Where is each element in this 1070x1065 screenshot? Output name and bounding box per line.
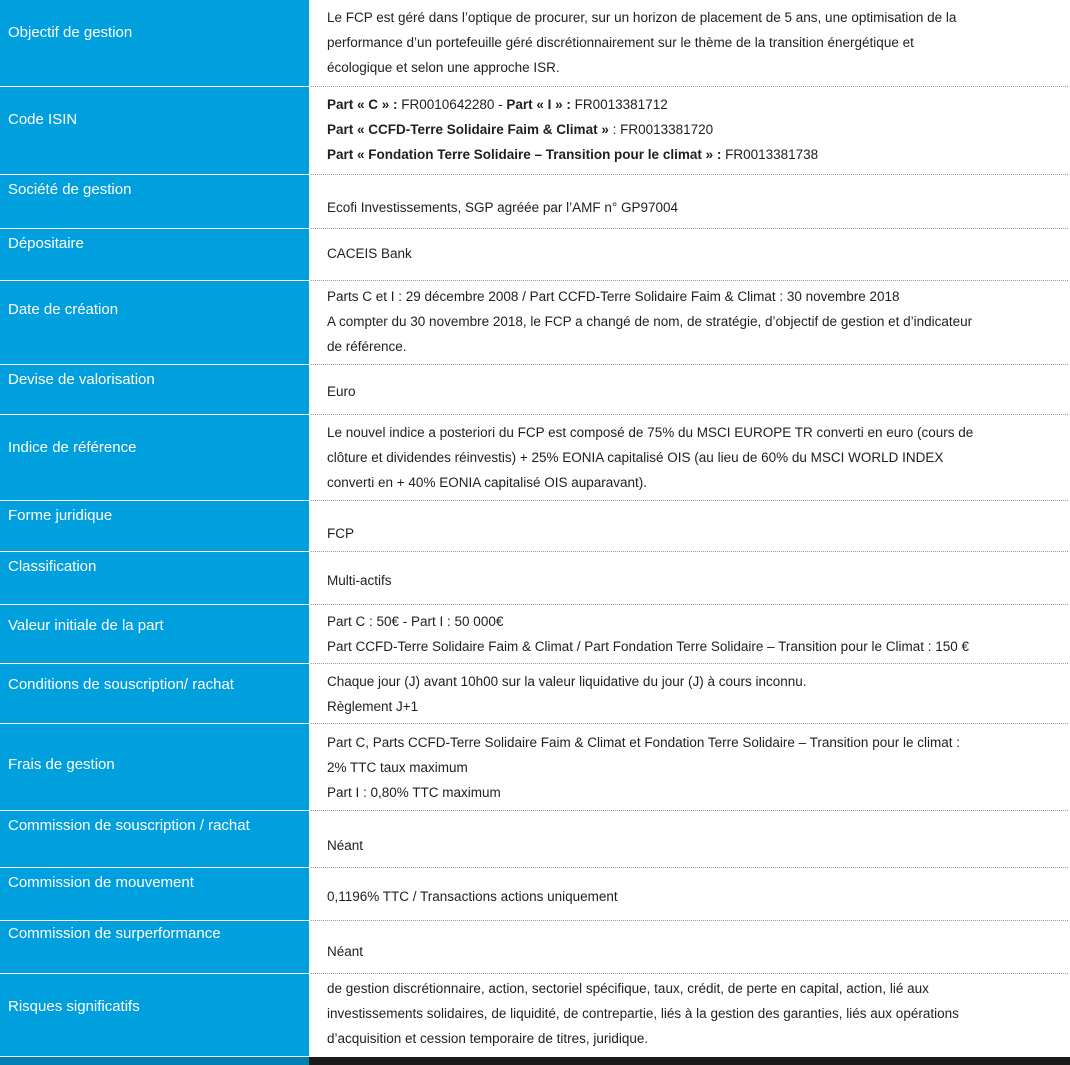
row-label-text: Code ISIN [8, 111, 78, 128]
value-line: Néant [327, 838, 364, 853]
row-classification [0, 552, 1070, 605]
row-label [0, 811, 309, 868]
row-value [311, 229, 1068, 281]
isin-part-c-code: FR0010642280 - [397, 97, 507, 112]
row-value [311, 281, 1068, 365]
isin-line-fondation [327, 142, 1062, 167]
row-value [311, 811, 1068, 868]
row-frais-de-gestion [0, 724, 1070, 811]
row-conditions-souscription [0, 664, 1070, 724]
row-label-text: Risques significatifs [8, 998, 140, 1015]
row-label-text: Commission de mouvement [8, 874, 194, 891]
row-label-text: Objectif de gestion [8, 24, 133, 41]
value-line: Le FCP est géré dans l’optique de procurer, sur un horizon de placement de 5 ans, une optimisation de la [327, 10, 957, 25]
value-line: investissements solidaires, de liquidité, de contrepartie, liés à la gestion des garanties, liés aux opérations [327, 1006, 959, 1021]
value-line: clôture et dividendes réinvestis) + 25% EONIA capitalisé OIS (au lieu de 60% du MSCI WORLD INDEX [327, 450, 944, 465]
row-label [0, 281, 309, 365]
value-line: Part C : 50€ - Part I : 50 000€ [327, 614, 504, 629]
row-depositaire [0, 229, 1070, 281]
row-label [0, 605, 309, 664]
isin-part-c-label: Part « C » : [327, 97, 398, 112]
row-commission-souscription [0, 811, 1070, 868]
value-line: Règlement J+1 [327, 699, 419, 714]
row-label [0, 175, 309, 229]
value-line: de référence. [327, 339, 407, 354]
row-forme-juridique [0, 501, 1070, 552]
row-label [0, 868, 309, 921]
row-label-text: Conditions de souscription/ rachat [8, 676, 234, 693]
row-label-text: Commission de souscription / rachat [8, 817, 250, 834]
row-value [311, 87, 1068, 175]
isin-fondation-label: Part « Fondation Terre Solidaire – Transition pour le climat » : [327, 147, 722, 162]
isin-fondation-code: FR0013381738 [721, 147, 819, 162]
value-line: Multi-actifs [327, 573, 392, 588]
row-label [0, 552, 309, 605]
isin-part-i-code: FR0013381712 [570, 97, 668, 112]
value-line: Euro [327, 384, 356, 399]
row-devise-de-valorisation [0, 365, 1070, 415]
row-label [0, 0, 309, 87]
row-indice-de-reference [0, 415, 1070, 501]
row-label-text: Date de création [8, 301, 119, 318]
row-objectif-de-gestion [0, 0, 1070, 87]
value-line: de gestion discrétionnaire, action, sectoriel spécifique, taux, crédit, de perte en capital, action, lié aux [327, 981, 929, 996]
value-line: performance d’un portefeuille géré discrétionnairement sur le thème de la transition énergétique et [327, 35, 914, 50]
row-value [311, 724, 1068, 811]
row-label [0, 664, 309, 724]
value-line: Ecofi Investissements, SGP agréée par l’AMF n° GP97004 [327, 200, 679, 215]
value-line: A compter du 30 novembre 2018, le FCP a changé de nom, de stratégie, d’objectif de gestion et d’indicateur [327, 314, 973, 329]
row-value [311, 552, 1068, 605]
value-line: Le nouvel indice a posteriori du FCP est composé de 75% du MSCI EUROPE TR converti en euro (cours de [327, 425, 974, 440]
row-label-text: Devise de valorisation [8, 371, 155, 388]
row-label-text: Commission de surperformance [8, 925, 221, 942]
row-label [0, 365, 309, 415]
row-label [0, 974, 309, 1057]
isin-part-i-label: Part « I » : [506, 97, 571, 112]
row-value [311, 605, 1068, 664]
row-label [0, 87, 309, 175]
value-line: converti en + 40% EONIA capitalisé OIS auparavant). [327, 475, 648, 490]
row-label-text: Forme juridique [8, 507, 113, 524]
row-valeur-initiale [0, 605, 1070, 664]
row-code-isin [0, 87, 1070, 175]
row-societe-de-gestion [0, 175, 1070, 229]
row-label [0, 921, 309, 974]
row-label [0, 229, 309, 281]
value-line: CACEIS Bank [327, 246, 412, 261]
row-date-de-creation [0, 281, 1070, 365]
value-line: Parts C et I : 29 décembre 2008 / Part CCFD-Terre Solidaire Faim & Climat : 30 novembre 2018 [327, 289, 900, 304]
value-line: FCP [327, 526, 354, 541]
row-label-text: Indice de référence [8, 439, 137, 456]
row-label [0, 724, 309, 811]
value-line: d’acquisition et cession temporaire de titres, juridique. [327, 1031, 649, 1046]
bottom-rule-label-column [0, 1057, 309, 1065]
isin-ccfd-label: Part « CCFD-Terre Solidaire Faim & Climat » [327, 122, 609, 137]
value-line: Chaque jour (J) avant 10h00 sur la valeur liquidative du jour (J) à cours inconnu. [327, 674, 807, 689]
value-line: Part CCFD-Terre Solidaire Faim & Climat / Part Fondation Terre Solidaire – Transition pour le Climat : 150 € [327, 639, 970, 654]
row-label-text: Valeur initiale de la part [8, 617, 164, 634]
row-label-text: Dépositaire [8, 235, 84, 252]
isin-line-parts-c-i [327, 92, 1062, 117]
value-line: 2% TTC taux maximum [327, 760, 468, 775]
value-line: Néant [327, 944, 364, 959]
row-commission-surperformance [0, 921, 1070, 974]
row-label-text: Frais de gestion [8, 756, 115, 773]
value-line: 0,1196% TTC / Transactions actions uniquement [327, 889, 618, 904]
row-value [311, 664, 1068, 724]
row-label-text: Classification [8, 558, 97, 575]
row-value [311, 868, 1068, 921]
row-label [0, 415, 309, 501]
row-risques-significatifs [0, 974, 1070, 1057]
row-value [311, 501, 1068, 552]
row-commission-mouvement [0, 868, 1070, 921]
row-value [311, 175, 1068, 229]
row-value [311, 0, 1068, 87]
isin-line-ccfd [327, 117, 1062, 142]
row-label-text: Société de gestion [8, 181, 132, 198]
value-line: Part I : 0,80% TTC maximum [327, 785, 501, 800]
row-value [311, 365, 1068, 415]
value-line: Part C, Parts CCFD-Terre Solidaire Faim & Climat et Fondation Terre Solidaire – Transition pour le climat : [327, 735, 960, 750]
isin-ccfd-code: : FR0013381720 [608, 122, 714, 137]
row-label [0, 501, 309, 552]
row-value [311, 415, 1068, 501]
value-line: écologique et selon une approche ISR. [327, 60, 560, 75]
row-value [311, 921, 1068, 974]
row-value [311, 974, 1068, 1057]
